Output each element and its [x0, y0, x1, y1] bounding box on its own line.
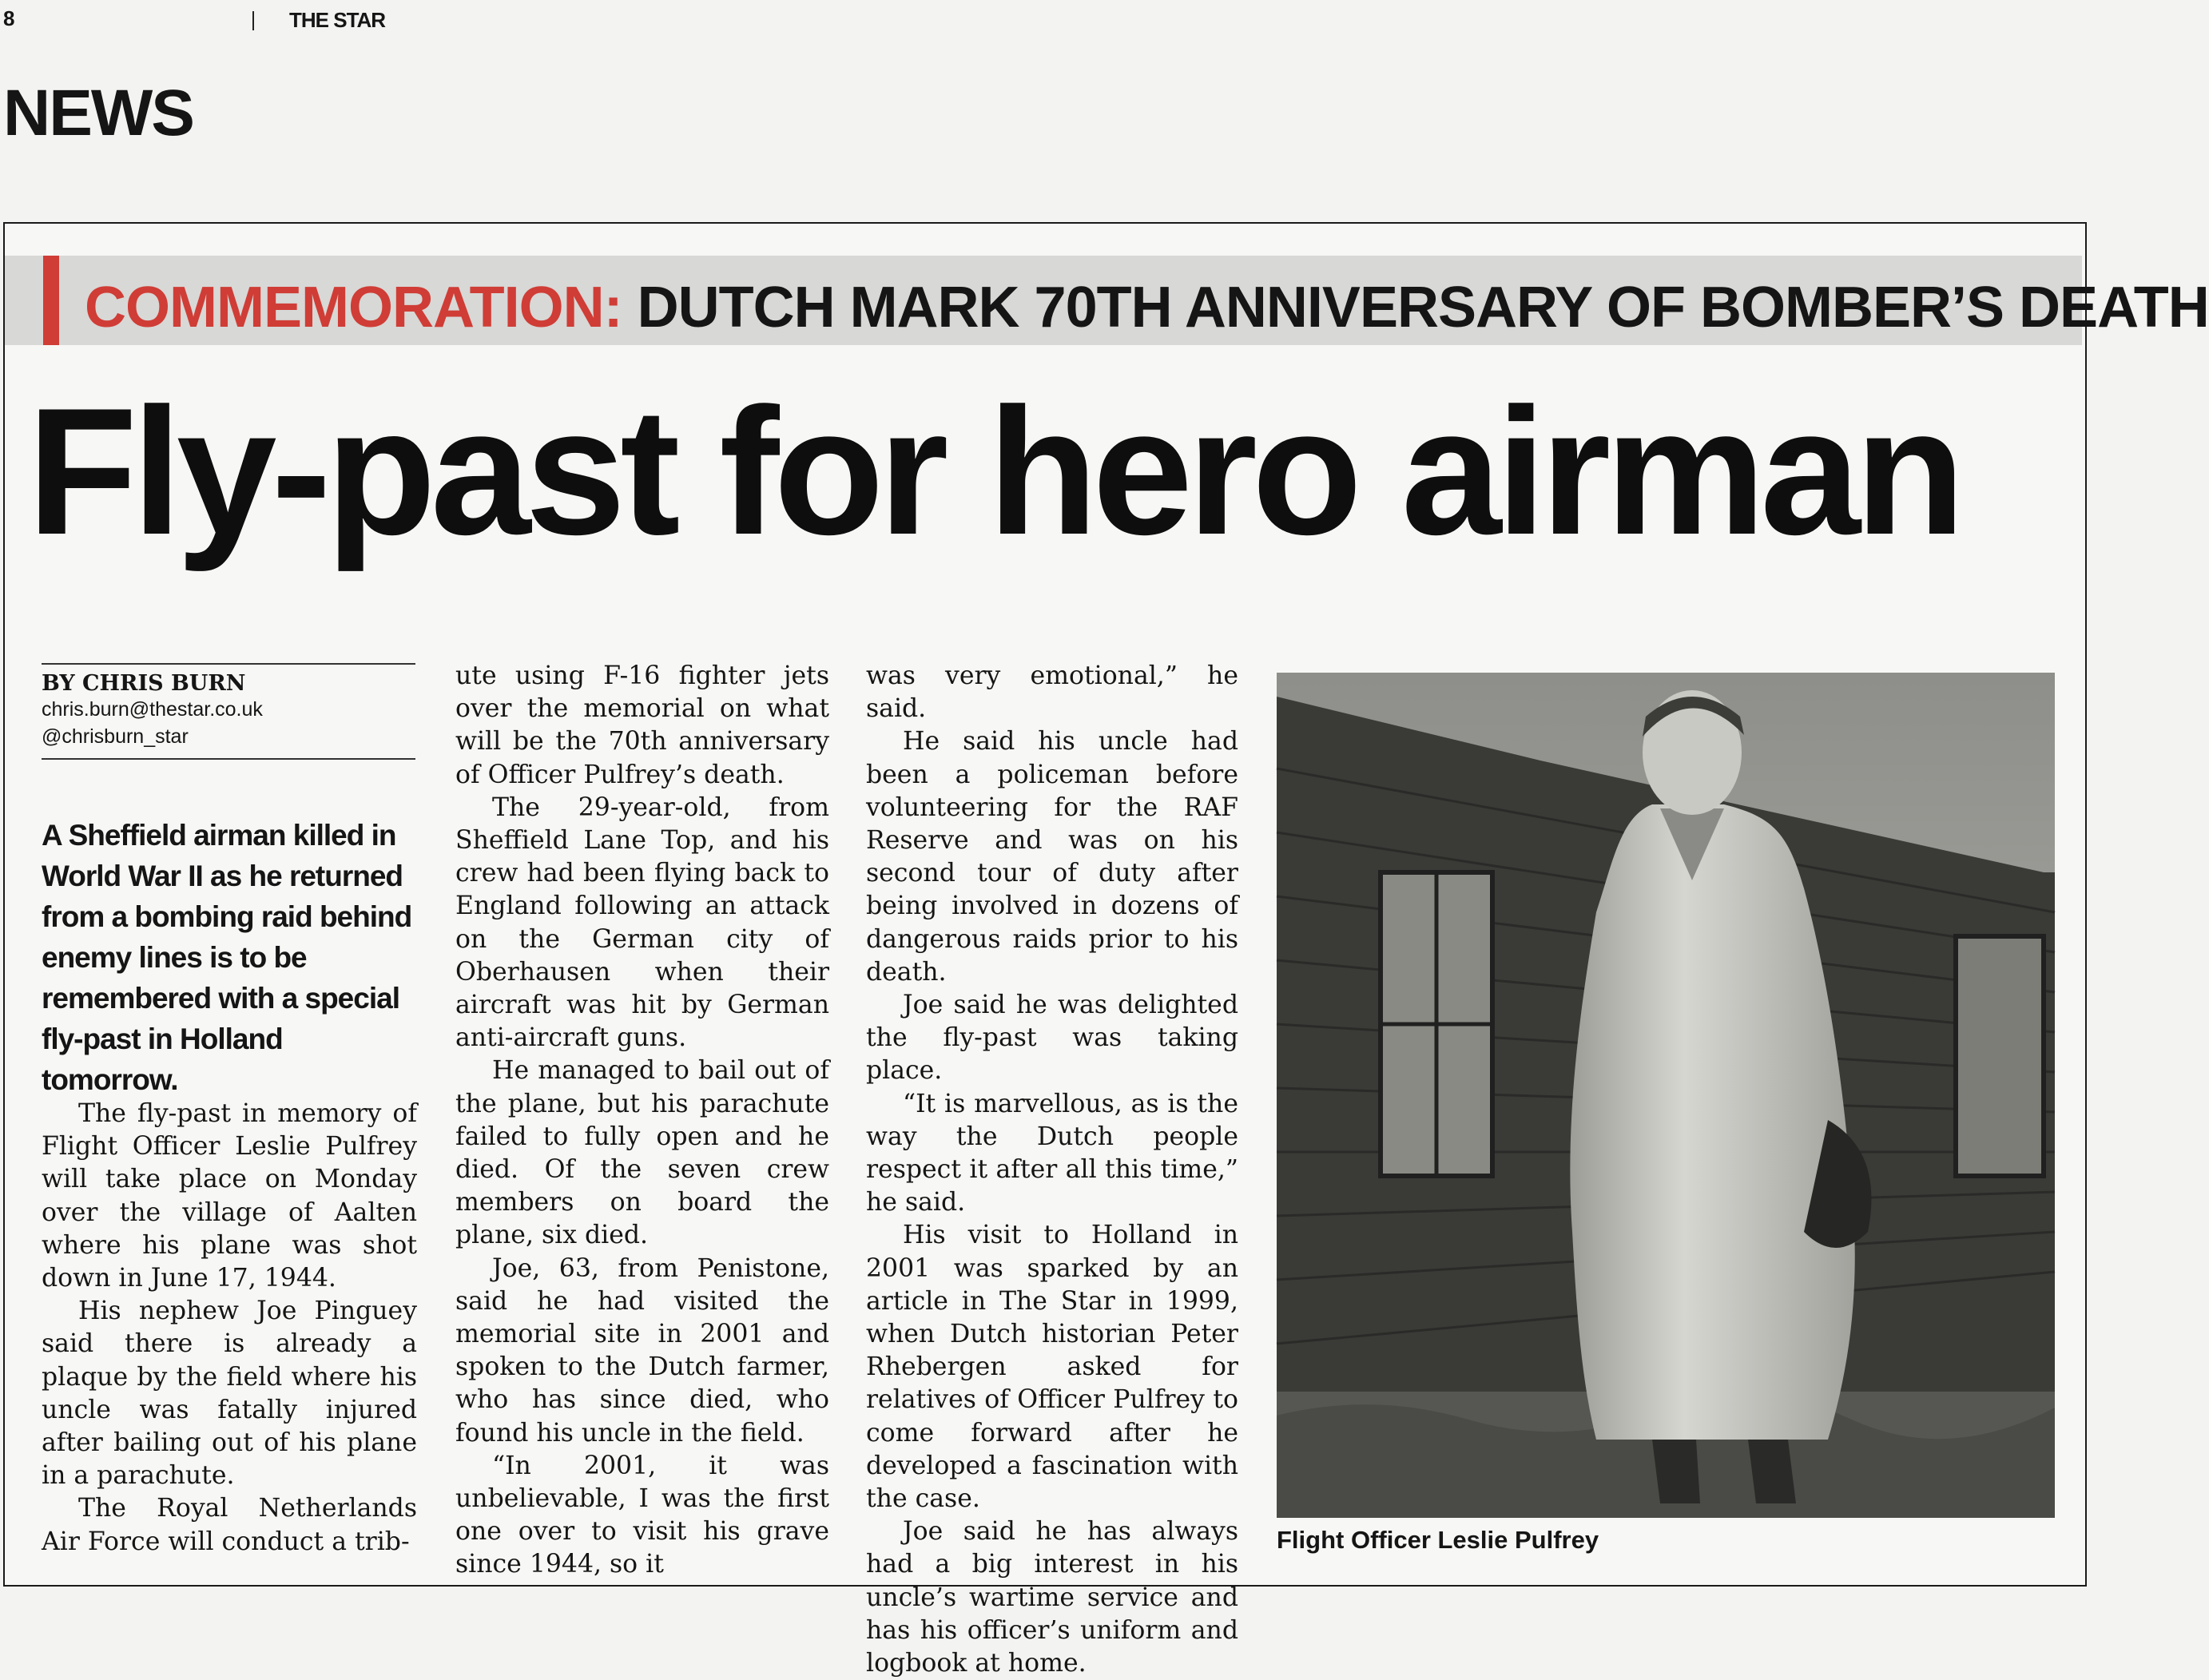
body-column-1 — [42, 1098, 417, 1559]
body-paragraph: The fly-past in memory of Flight Officer Leslie Pulfrey will take place on Monday over the village of Aalten where his plane was shot down in June 17, 1944. — [42, 1099, 417, 1293]
masthead-divider — [252, 11, 254, 30]
kicker-label: COMMEMORATION: — [85, 276, 622, 340]
article-frame — [3, 222, 2209, 1678]
kicker-text: DUTCH MARK 70TH ANNIVERSARY OF BOMBER’S DEATH — [637, 276, 2209, 340]
body-column-3 — [866, 660, 1238, 1680]
body-paragraph: “In 2001, it was unbelievable, I was the first one over to visit his grave since 1944, so it — [455, 1451, 829, 1579]
kicker — [85, 275, 2209, 340]
kicker-banner — [5, 256, 2209, 345]
body-paragraph-continued: ute using F-16 fighter jets over the memorial on what will be the 70th anniversary of Officer Pulfrey’s death. — [455, 661, 829, 789]
publication-name: THE STAR — [289, 8, 386, 32]
body-paragraph: “It is marvellous, as is the way the Dutch people respect it after all this time,” he said. — [866, 1089, 1238, 1217]
byline-author: BY CHRIS BURN — [42, 671, 246, 696]
airman-photo — [1277, 673, 2055, 1518]
section-title: NEWS — [3, 77, 193, 149]
byline — [42, 663, 415, 760]
body-paragraph: He managed to bail out of the plane, but his parachute failed to fully open and he died. Of the seven crew members on board the plane, six died. — [455, 1056, 829, 1250]
airman-photo-illustration — [1277, 673, 2055, 1518]
kicker-accent-bar — [43, 256, 59, 345]
body-paragraph: His visit to Holland in 2001 was sparked by an article in The Star in 1999, when Dutch historian Peter Rhebergen asked for relatives of Officer Pulfrey to come forward after he developed a fascination with the case. — [866, 1221, 1238, 1514]
intro-paragraph: A Sheffield airman killed in World War II as he returned from a bombing raid behind enemy lines is to be remembered with a special fly-past in Holland tomorrow. — [42, 819, 412, 1096]
page-number: 8 — [3, 6, 15, 30]
body-paragraph: The 29-year-old, from Sheffield Lane Top, and his crew had been flying back to England following an attack on the German city of Oberhausen when their aircraft was hit by German anti-aircraft guns. — [455, 792, 829, 1053]
byline-email: chris.burn@thestar.co.uk — [42, 698, 263, 721]
body-paragraph-continued: was very emotional,” he said. — [866, 661, 1238, 724]
byline-twitter: @chrisburn_star — [42, 725, 189, 748]
body-paragraph: Joe, 63, from Penistone, said he had visited the memorial site in 2001 and spoken to the Dutch farmer, who has since died, who found his uncle in the field. — [455, 1253, 829, 1448]
body-paragraph: Joe said he was delighted the fly-past was taking place. — [866, 991, 1238, 1086]
body-paragraph: Joe said he has always had a big interest in his uncle’s wartime service and has his officer’s uniform and logbook at home. — [866, 1517, 1238, 1678]
photo-caption: Flight Officer Leslie Pulfrey — [1277, 1526, 1599, 1554]
body-paragraph: He said his uncle had been a policeman before volunteering for the RAF Reserve and was on his second tour of duty after being involved in dozens of dangerous raids prior to his death. — [866, 727, 1238, 987]
body-paragraph: The Royal Netherlands Air Force will conduct a trib- — [42, 1494, 417, 1556]
headline: Fly-past for hero airman — [27, 370, 1960, 572]
body-paragraph: His nephew Joe Pinguey said there is already a plaque by the field where his uncle was fatally injured after bailing out of his plane in a parachute. — [42, 1297, 417, 1491]
body-column-2 — [455, 660, 829, 1582]
